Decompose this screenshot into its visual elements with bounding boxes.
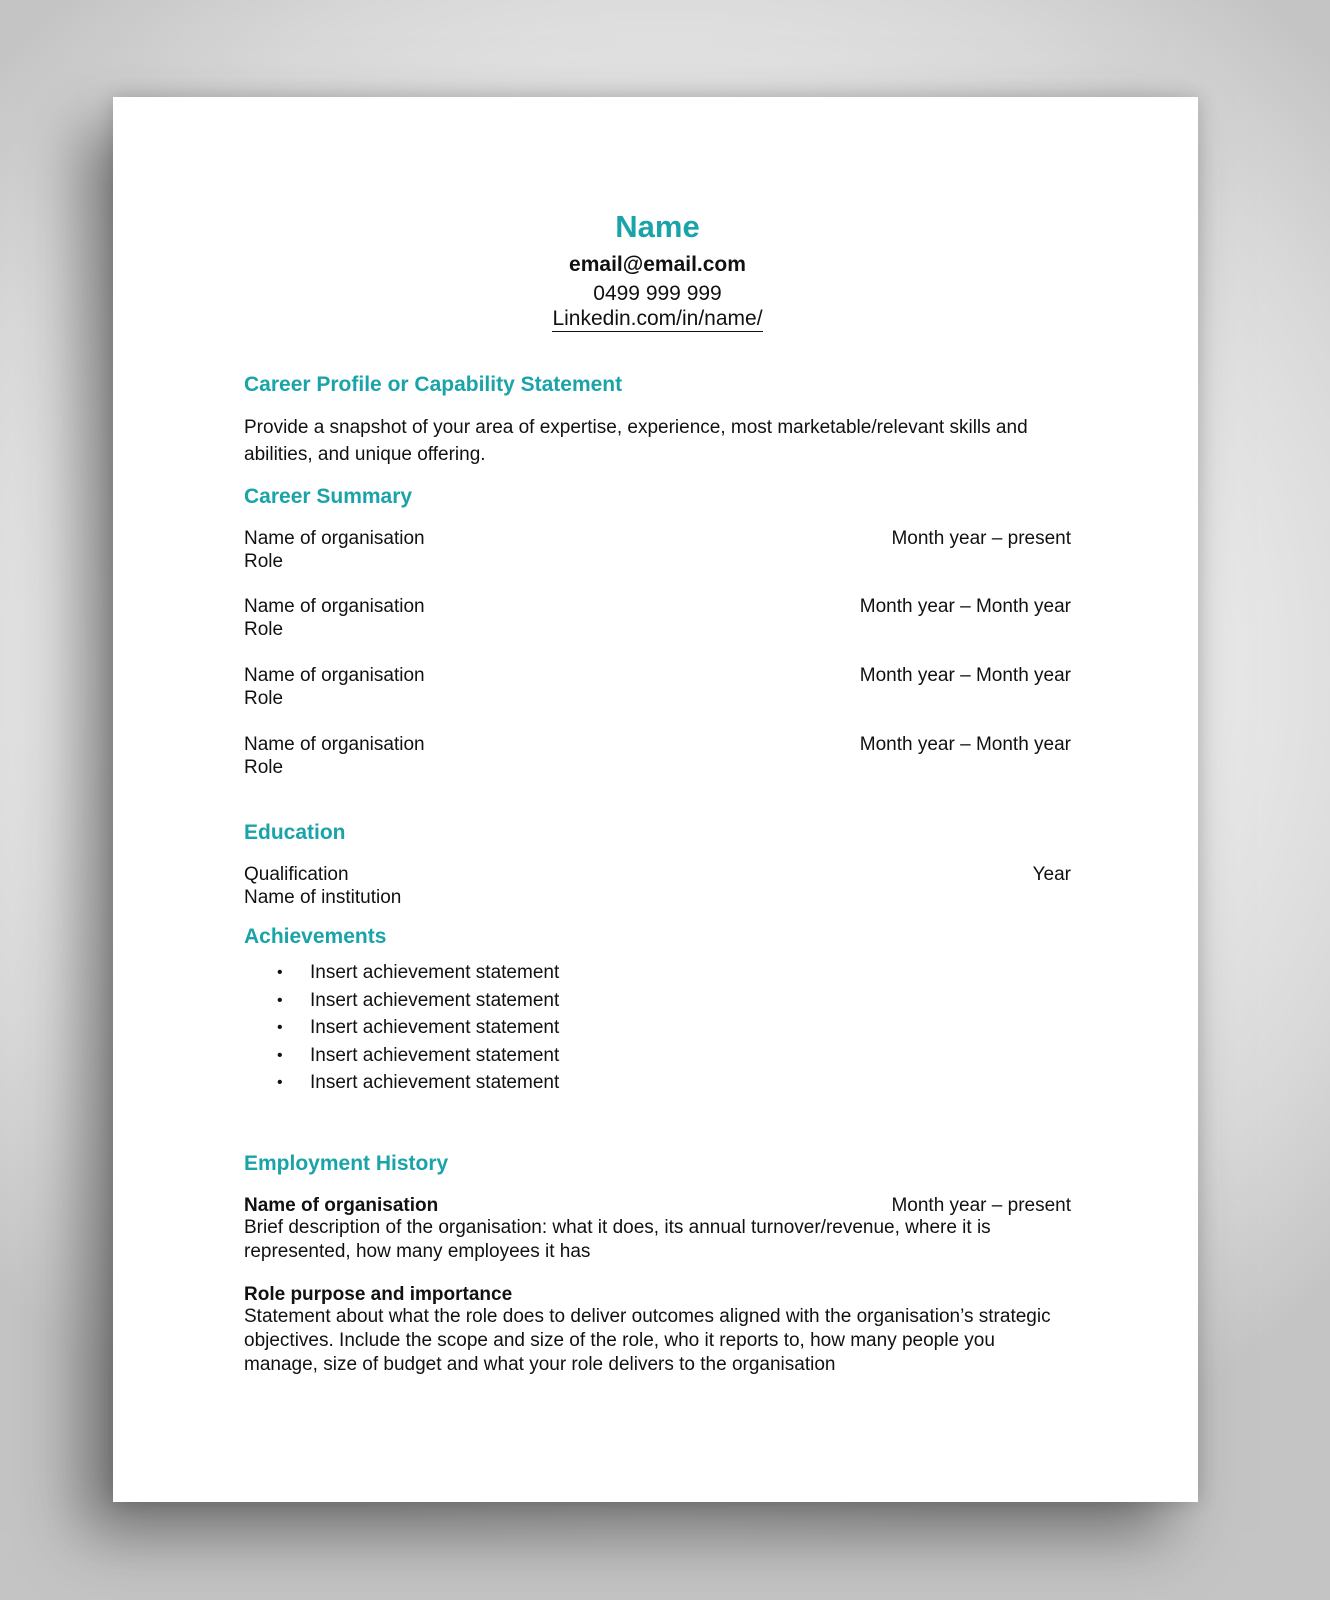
phone-number: 0499 999 999 (593, 282, 722, 305)
linkedin-link[interactable]: Linkedin.com/in/name/ (552, 307, 763, 330)
education-year: Year (1032, 864, 1071, 885)
bullet-icon: • (277, 1046, 283, 1064)
bullet-icon: • (277, 964, 283, 981)
resume-page (113, 97, 1198, 1502)
list-item (244, 959, 559, 987)
organisation-name: Name of organisation (244, 596, 425, 617)
role-title: Role (244, 757, 284, 778)
list-item (244, 1014, 559, 1042)
date-range: Month year – Month year (859, 596, 1071, 617)
list-item (244, 1069, 559, 1097)
summary-entry (244, 527, 1071, 573)
summary-entry (244, 595, 1071, 641)
role-title: Role (244, 619, 284, 640)
organisation-name: Name of organisation (244, 528, 425, 549)
summary-entry (244, 664, 1071, 710)
section-title-achievements: Achievements (244, 925, 387, 948)
bullet-icon: • (277, 991, 283, 1009)
organisation-name: Name of organisation (244, 1195, 439, 1216)
organisation-name: Name of organisation (244, 665, 425, 686)
role-purpose-description: Statement about what the role does to deliver outcomes aligned with the organisation’s strategic objectives. Include the scope and size of the role, who it reports to, how many people you manage, size of budget and what your role delivers to the organisation (244, 1306, 1051, 1375)
achievement-text: Insert achievement statement (310, 962, 560, 983)
bullet-icon: • (277, 1074, 283, 1091)
education-entry (244, 863, 1071, 909)
section-title-employment-history: Employment History (244, 1152, 449, 1175)
date-range: Month year – present (891, 528, 1071, 549)
achievement-text: Insert achievement statement (310, 989, 560, 1011)
employment-entry-header (244, 1194, 1071, 1217)
organisation-name: Name of organisation (244, 734, 425, 755)
achievement-text: Insert achievement statement (310, 1044, 560, 1066)
list-item (244, 987, 559, 1015)
contact-header (244, 209, 1071, 332)
section-title-education: Education (244, 821, 346, 844)
institution-name: Name of institution (244, 887, 402, 908)
achievement-text: Insert achievement statement (310, 1072, 560, 1093)
achievements-list (244, 959, 559, 1097)
achievement-text: Insert achievement statement (310, 1017, 560, 1038)
date-range: Month year – present (891, 1195, 1071, 1216)
section-title-career-summary: Career Summary (244, 485, 413, 508)
date-range: Month year – Month year (859, 665, 1071, 686)
role-purpose-heading: Role purpose and importance (244, 1284, 513, 1305)
resume-content (244, 97, 1071, 1502)
email-address: email@email.com (569, 253, 746, 276)
bullet-icon: • (277, 1019, 283, 1036)
career-profile-text: Provide a snapshot of your area of expertise, experience, most marketable/relevant skills and abilities, and unique offering. (244, 417, 1028, 465)
role-title: Role (244, 551, 284, 572)
summary-entry (244, 733, 1071, 779)
date-range: Month year – Month year (859, 734, 1071, 755)
section-title-career-profile: Career Profile or Capability Statement (244, 373, 623, 396)
role-title: Role (244, 688, 284, 709)
organisation-description: Brief description of the organisation: what it does, its annual turnover/revenue, where it is represented, how many employees it has (244, 1217, 991, 1262)
list-item (244, 1042, 559, 1070)
candidate-name: Name (615, 209, 700, 244)
qualification: Qualification (244, 864, 349, 885)
